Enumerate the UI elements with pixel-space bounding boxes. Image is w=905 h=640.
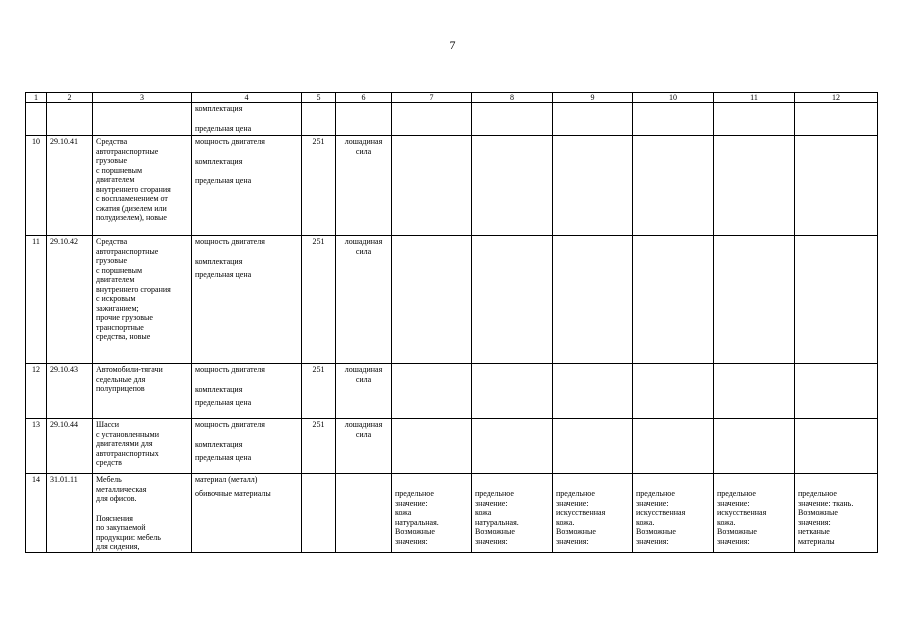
row-number: 10 xyxy=(26,136,47,236)
row-number: 11 xyxy=(26,236,47,364)
value-line: значения: xyxy=(717,536,750,546)
row-number: 13 xyxy=(26,419,47,474)
value-cell xyxy=(392,419,472,474)
value-line: предельное xyxy=(717,489,756,498)
name-line: по закупаемой xyxy=(96,523,146,532)
value-cell xyxy=(714,236,795,364)
name-line: Мебель xyxy=(96,475,122,484)
name-line: грузовые xyxy=(96,156,127,165)
unit-name xyxy=(336,474,392,553)
value-cell xyxy=(633,364,714,419)
value-line: значение: xyxy=(636,498,669,508)
name-line: с поршневым xyxy=(96,165,143,175)
column-number-row xyxy=(26,93,878,103)
name-line: с искровым xyxy=(96,294,136,303)
characteristic: предельная цена xyxy=(195,123,252,133)
unit-line: лошадиная xyxy=(344,237,383,246)
table-row xyxy=(26,474,878,553)
unit-line: сила xyxy=(355,429,372,439)
unit-code: 251 xyxy=(302,236,336,364)
value-line: предельное xyxy=(636,489,675,498)
value-cell xyxy=(392,236,472,364)
value-line: кожа. xyxy=(556,517,575,527)
name-line: для сидения, xyxy=(96,542,140,551)
name-line: полудизелем), новые xyxy=(96,213,167,222)
name-line: двигателем xyxy=(96,275,135,284)
name-line: автотранспортные xyxy=(96,246,159,256)
okpd-code: 29.10.42 xyxy=(47,236,93,364)
name-line: с установленными xyxy=(96,429,160,439)
characteristic: мощность двигателя xyxy=(195,420,265,429)
value-line: Возможные xyxy=(556,527,596,536)
value-cell xyxy=(633,419,714,474)
name-line: с воспламенением от xyxy=(96,194,168,203)
value-line: Возможные xyxy=(395,527,435,536)
name-line: двигателем xyxy=(96,175,135,184)
characteristics xyxy=(192,419,302,474)
value-cell xyxy=(795,103,878,136)
value-line: кожа. xyxy=(636,517,655,527)
value-cell xyxy=(553,364,633,419)
value-line: кожа xyxy=(395,508,412,517)
characteristic: предельная цена xyxy=(195,176,252,185)
column-number: 1 xyxy=(26,93,47,103)
value-line: предельное xyxy=(395,489,434,498)
value-line: материалы xyxy=(798,536,835,546)
column-number: 5 xyxy=(302,93,336,103)
value-cell xyxy=(472,236,553,364)
value-line: Возможные xyxy=(717,527,757,536)
name-line: Средства xyxy=(96,137,128,146)
characteristic: предельная цена xyxy=(195,453,252,462)
value-cell xyxy=(553,103,633,136)
value-cell xyxy=(795,419,878,474)
table-row xyxy=(26,236,878,364)
value-cell xyxy=(714,364,795,419)
value-line: значение: xyxy=(475,498,508,508)
value-line: значение: ткань. xyxy=(798,498,854,508)
column-number: 4 xyxy=(192,93,302,103)
value-line: предельное xyxy=(556,489,595,498)
characteristics xyxy=(192,364,302,419)
value-line: кожа xyxy=(475,508,492,517)
table-row xyxy=(26,103,878,136)
value-line: значения: xyxy=(798,517,831,527)
value-cell xyxy=(392,136,472,236)
value-line: значения: xyxy=(636,536,669,546)
characteristic: комплектация xyxy=(195,384,243,394)
unit-line: лошадиная xyxy=(344,365,383,374)
characteristics xyxy=(192,474,302,553)
okpd-code: 31.01.11 xyxy=(47,474,93,553)
okpd-code: 29.10.44 xyxy=(47,419,93,474)
row-number xyxy=(26,103,47,136)
characteristic: материал (металл) xyxy=(195,475,258,484)
value-cell xyxy=(553,136,633,236)
column-number: 7 xyxy=(392,93,472,103)
name-line: зажиганием; xyxy=(96,303,139,313)
name-line: внутреннего сгорания xyxy=(96,184,171,194)
value-cell xyxy=(795,236,878,364)
value-line: кожа. xyxy=(717,517,736,527)
name-line: автотранспортные xyxy=(96,146,159,156)
value-line: натуральная. xyxy=(475,517,519,527)
unit-code xyxy=(302,103,336,136)
value-line: Возможные xyxy=(636,527,676,536)
value-cell xyxy=(553,419,633,474)
unit-name xyxy=(336,419,392,474)
name-line: прочие грузовые xyxy=(96,313,153,322)
value-line: искусственная xyxy=(717,508,767,517)
name-line: сжатия (дизелем или xyxy=(96,203,167,213)
value-cell xyxy=(795,364,878,419)
value-cell xyxy=(472,136,553,236)
unit-name xyxy=(336,136,392,236)
value-line: значение: xyxy=(717,498,750,508)
value-cell xyxy=(795,474,878,553)
name-line: грузовые xyxy=(96,256,127,265)
value-cell xyxy=(553,236,633,364)
column-number: 11 xyxy=(714,93,795,103)
product-name xyxy=(93,103,192,136)
row-number: 14 xyxy=(26,474,47,553)
okpd-code xyxy=(47,103,93,136)
name-line: Пояснения xyxy=(96,513,133,523)
characteristic: мощность двигателя xyxy=(195,237,265,246)
value-cell xyxy=(714,103,795,136)
value-cell xyxy=(392,103,472,136)
table-row xyxy=(26,364,878,419)
value-line: искусственная xyxy=(636,508,686,517)
value-cell xyxy=(392,364,472,419)
value-cell xyxy=(472,103,553,136)
unit-line: сила xyxy=(355,374,372,384)
unit-code: 251 xyxy=(302,419,336,474)
name-line: Шасси xyxy=(96,420,120,429)
value-line: предельное xyxy=(798,489,837,498)
value-cell xyxy=(714,419,795,474)
name-line: седельные для xyxy=(96,374,146,384)
value-line: значения: xyxy=(475,536,508,546)
product-name xyxy=(93,236,192,364)
value-cell xyxy=(714,474,795,553)
unit-line: сила xyxy=(355,246,372,256)
value-line: искусственная xyxy=(556,508,606,517)
table-row xyxy=(26,419,878,474)
column-number: 6 xyxy=(336,93,392,103)
value-line: предельное xyxy=(475,489,514,498)
row-number: 12 xyxy=(26,364,47,419)
table-row xyxy=(26,136,878,236)
column-number: 9 xyxy=(553,93,633,103)
name-line: для офисов. xyxy=(96,494,137,503)
unit-code: 251 xyxy=(302,136,336,236)
name-line: средств xyxy=(96,458,122,467)
value-cell xyxy=(472,419,553,474)
value-cell xyxy=(633,136,714,236)
name-line: средства, новые xyxy=(96,332,151,341)
characteristic: обивочные материалы xyxy=(195,488,271,498)
characteristic: мощность двигателя xyxy=(195,365,265,374)
unit-name xyxy=(336,103,392,136)
product-name xyxy=(93,419,192,474)
value-line: значения: xyxy=(556,536,589,546)
unit-line: лошадиная xyxy=(344,137,383,146)
name-line: полуприцепов xyxy=(96,384,145,393)
value-cell xyxy=(553,474,633,553)
name-line: двигателями для xyxy=(96,439,153,448)
name-line: металлическая xyxy=(96,484,147,494)
column-number: 8 xyxy=(472,93,553,103)
characteristic: предельная цена xyxy=(195,270,252,279)
name-line: внутреннего сгорания xyxy=(96,284,171,294)
okpd-code: 29.10.43 xyxy=(47,364,93,419)
column-number: 3 xyxy=(93,93,192,103)
characteristic: предельная цена xyxy=(195,398,252,407)
unit-code xyxy=(302,474,336,553)
value-line: значение: xyxy=(556,498,589,508)
product-name xyxy=(93,474,192,553)
name-line: Автомобили-тягачи xyxy=(96,365,163,374)
value-line: нетканые xyxy=(798,527,830,536)
name-line: продукции: мебель xyxy=(96,532,161,542)
value-line: Возможные xyxy=(475,527,515,536)
characteristic: комплектация xyxy=(195,104,243,113)
name-line: автотранспортных xyxy=(96,448,159,458)
value-cell xyxy=(633,474,714,553)
characteristics xyxy=(192,136,302,236)
value-cell xyxy=(714,136,795,236)
unit-line: лошадиная xyxy=(344,420,383,429)
unit-name xyxy=(336,364,392,419)
column-number: 10 xyxy=(633,93,714,103)
value-cell xyxy=(795,136,878,236)
characteristic: мощность двигателя xyxy=(195,137,265,146)
value-cell xyxy=(472,474,553,553)
unit-code: 251 xyxy=(302,364,336,419)
name-line: с поршневым xyxy=(96,265,143,275)
characteristic: комплектация xyxy=(195,256,243,266)
okpd-code: 29.10.41 xyxy=(47,136,93,236)
name-line: Средства xyxy=(96,237,128,246)
column-number: 12 xyxy=(795,93,878,103)
characteristic: комплектация xyxy=(195,439,243,449)
characteristics xyxy=(192,236,302,364)
unit-line: сила xyxy=(355,146,372,156)
value-line: значения: xyxy=(395,536,428,546)
page-number: 7 xyxy=(449,38,456,52)
value-cell xyxy=(392,474,472,553)
value-cell xyxy=(633,103,714,136)
characteristic: комплектация xyxy=(195,156,243,166)
requirements-table xyxy=(25,92,878,553)
value-line: Возможные xyxy=(798,508,838,517)
product-name xyxy=(93,364,192,419)
product-name xyxy=(93,136,192,236)
name-line: транспортные xyxy=(96,322,144,332)
column-number: 2 xyxy=(47,93,93,103)
characteristics xyxy=(192,103,302,136)
value-cell xyxy=(633,236,714,364)
value-cell xyxy=(472,364,553,419)
value-line: натуральная. xyxy=(395,517,439,527)
unit-name xyxy=(336,236,392,364)
value-line: значение: xyxy=(395,498,428,508)
